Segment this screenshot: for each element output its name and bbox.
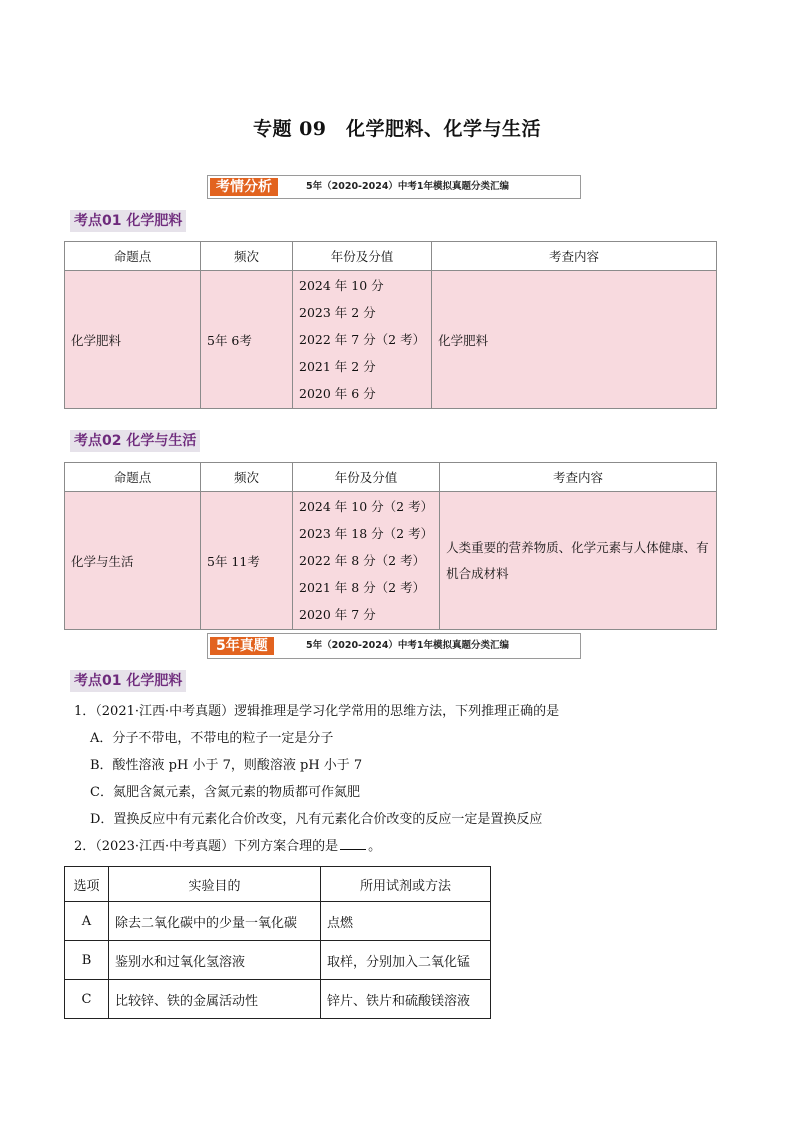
banner-subtitle: 5年（2020-2024）中考1年模拟真题分类汇编 bbox=[306, 640, 510, 651]
cell-years bbox=[293, 492, 440, 630]
cell-years bbox=[293, 271, 432, 409]
cell-method: 取样，分别加入二氧化锰 bbox=[321, 941, 491, 980]
table-row bbox=[65, 980, 491, 1019]
answer-blank bbox=[340, 837, 366, 850]
year-line: 2021 年 8 分（2 考） bbox=[299, 580, 426, 596]
header-topic: 命题点 bbox=[65, 242, 201, 271]
question-2-text: 2．（2023·江西·中考真题）下列方案合理的是 bbox=[74, 839, 339, 854]
analysis-banner bbox=[207, 175, 581, 199]
year-line: 2024 年 10 分 bbox=[299, 277, 384, 293]
table-row bbox=[65, 492, 717, 630]
table-header-row bbox=[65, 242, 717, 271]
question-2-table bbox=[64, 866, 491, 1019]
cell-method: 锌片、铁片和硫酸镁溶液 bbox=[321, 980, 491, 1019]
year-line: 2023 年 18 分（2 考） bbox=[299, 525, 434, 541]
header-frequency: 频次 bbox=[201, 463, 293, 492]
cell-purpose: 比较锌、铁的金属活动性 bbox=[109, 980, 321, 1019]
header-frequency: 频次 bbox=[201, 242, 293, 271]
table-header-row bbox=[65, 463, 717, 492]
header-content: 考查内容 bbox=[432, 242, 717, 271]
section-heading-fertilizer: 考点01 化学肥料 bbox=[70, 210, 186, 232]
header-method: 所用试剂或方法 bbox=[321, 867, 491, 902]
cell-option: C bbox=[65, 980, 109, 1019]
analysis-table-fertilizer bbox=[64, 241, 717, 409]
table-row bbox=[65, 902, 491, 941]
banner-tag: 考情分析 bbox=[210, 178, 278, 196]
table-row bbox=[65, 941, 491, 980]
cell-frequency: 5年 6考 bbox=[201, 271, 293, 409]
cell-purpose: 鉴别水和过氧化氢溶液 bbox=[109, 941, 321, 980]
cell-purpose: 除去二氧化碳中的少量一氧化碳 bbox=[109, 902, 321, 941]
cell-content: 化学肥料 bbox=[432, 271, 717, 409]
question-2-stem bbox=[74, 837, 381, 857]
cell-topic: 化学肥料 bbox=[65, 271, 201, 409]
page-title: 专题 09 化学肥料、化学与生活 bbox=[252, 118, 542, 140]
section-heading-fertilizer-exam: 考点01 化学肥料 bbox=[70, 670, 186, 692]
banner-tag: 5年真题 bbox=[210, 637, 274, 655]
header-topic: 命题点 bbox=[65, 463, 201, 492]
year-line: 2020 年 7 分 bbox=[299, 607, 376, 623]
cell-option: B bbox=[65, 941, 109, 980]
table-row bbox=[65, 271, 717, 409]
analysis-table-life bbox=[64, 462, 717, 630]
header-content: 考查内容 bbox=[440, 463, 717, 492]
header-purpose: 实验目的 bbox=[109, 867, 321, 902]
header-years-score: 年份及分值 bbox=[293, 463, 440, 492]
table-header-row bbox=[65, 867, 491, 902]
question-1-option-c: C．氮肥含氮元素，含氮元素的物质都可作氮肥 bbox=[90, 785, 360, 800]
real-exam-banner bbox=[207, 633, 581, 659]
question-1-option-b: B．酸性溶液 pH 小于 7，则酸溶液 pH 小于 7 bbox=[90, 758, 363, 773]
banner-subtitle: 5年（2020-2024）中考1年模拟真题分类汇编 bbox=[306, 181, 510, 192]
year-line: 2021 年 2 分 bbox=[299, 359, 376, 375]
question-2-end: 。 bbox=[368, 839, 382, 854]
header-option: 选项 bbox=[65, 867, 109, 902]
question-1-stem: 1．（2021·江西·中考真题）逻辑推理是学习化学常用的思维方法，下列推理正确的是 bbox=[74, 704, 560, 719]
header-years-score: 年份及分值 bbox=[293, 242, 432, 271]
question-1-option-a: A．分子不带电，不带电的粒子一定是分子 bbox=[90, 731, 334, 746]
question-1-option-d: D．置换反应中有元素化合价改变，凡有元素化合价改变的反应一定是置换反应 bbox=[90, 812, 543, 827]
year-line: 2024 年 10 分（2 考） bbox=[299, 498, 434, 514]
year-line: 2022 年 8 分（2 考） bbox=[299, 552, 426, 568]
year-line: 2023 年 2 分 bbox=[299, 304, 376, 320]
section-heading-life: 考点02 化学与生活 bbox=[70, 430, 200, 452]
cell-method: 点燃 bbox=[321, 902, 491, 941]
cell-option: A bbox=[65, 902, 109, 941]
year-line: 2020 年 6 分 bbox=[299, 386, 376, 402]
cell-topic: 化学与生活 bbox=[65, 492, 201, 630]
cell-content: 人类重要的营养物质、化学元素与人体健康、有机合成材料 bbox=[440, 492, 717, 630]
year-line: 2022 年 7 分（2 考） bbox=[299, 331, 426, 347]
cell-frequency: 5年 11考 bbox=[201, 492, 293, 630]
